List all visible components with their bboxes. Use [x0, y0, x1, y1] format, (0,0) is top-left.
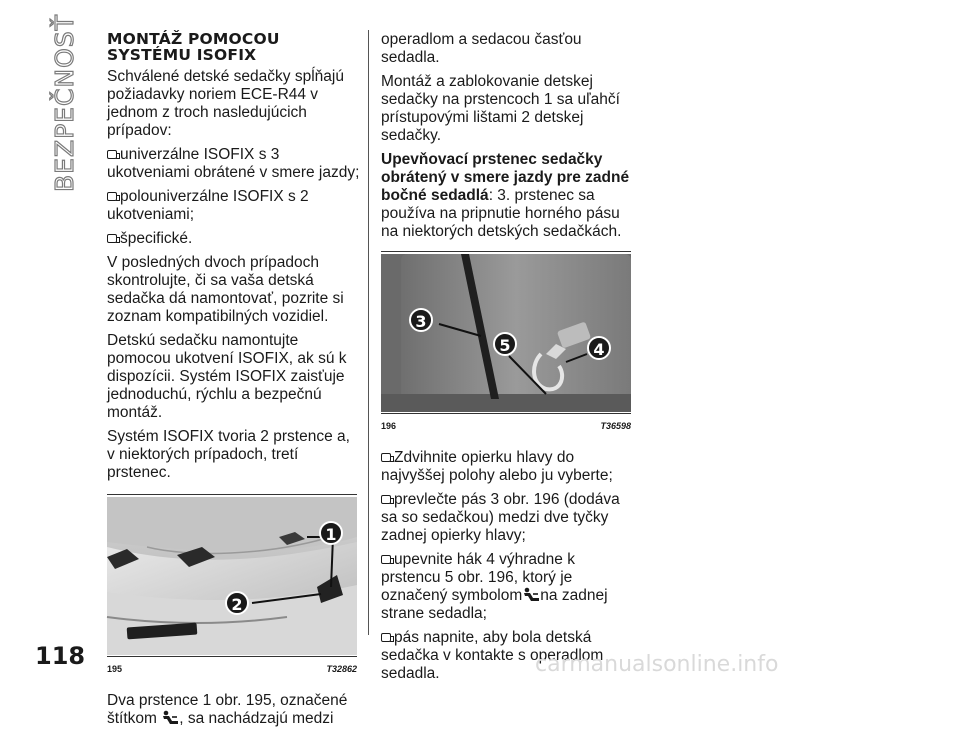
list-item: prevlečte pás 3 obr. 196 (dodáva sa so sedačkou) medzi dve tyčky zadnej opierky hlavy; — [381, 491, 620, 544]
watermark: carmanualsonline.info — [535, 652, 779, 677]
bullet-icon — [107, 150, 117, 159]
list-item: univerzálne ISOFIX s 3 ukotveniami obrátené v smere jazdy; — [107, 146, 360, 181]
section-side-tab — [50, 14, 88, 192]
figure-196 — [381, 251, 631, 435]
paragraph: operadlom a sedacou časťou sedadla. — [381, 31, 582, 66]
list-item: špecifické. — [107, 230, 360, 248]
bold-lead: Upevňovací prstenec sedačky obrátený v smere jazdy pre zadné bočné sedadlá — [381, 151, 630, 204]
section-label: BEZPEČNOSŤ — [50, 14, 79, 192]
figure-number: 196 — [381, 421, 397, 431]
list-item: upevnite hák 4 výhradne k prstencu 5 obr. 196, ktorý je označený symbolom na zadnej strane sedadla; — [381, 551, 608, 622]
paragraph: V posledných dvoch prípadoch skontrolujte, či sa vaša detská sedačka dá namontovať, pozrite si zoznam kompatibilných vozidiel. — [107, 254, 344, 325]
isofix-anchors-illustration — [107, 497, 357, 655]
figure-image — [107, 497, 357, 655]
bullet-icon — [381, 555, 391, 564]
isofix-child-seat-icon — [522, 587, 540, 602]
list-item: Zdvihnite opierku hlavy do najvyššej polohy alebo ju vyberte; — [381, 449, 613, 484]
isofix-child-seat-icon — [161, 710, 179, 725]
figure-code: T36598 — [600, 421, 631, 431]
paragraph: Montáž a zablokovanie detskej sedačky na prstencoch 1 sa uľahčí prístupovými lištami 2 detskej sedačky. — [381, 73, 620, 144]
bullet-icon — [107, 234, 117, 243]
figure-image — [381, 254, 631, 412]
callout-2: 2 — [225, 591, 249, 615]
figure-caption — [381, 413, 631, 435]
intro-paragraph: Schválené detské sedačky spĺňajú požiadavky noriem ECE-R44 v jednom z troch nasledujúcich prípadov: — [107, 68, 344, 139]
bullet-icon — [107, 192, 117, 201]
section-title: MONTÁŽ POMOCOU SYSTÉMU ISOFIX — [107, 30, 280, 64]
bullet-icon — [381, 495, 391, 504]
paragraph: Upevňovací prstenec sedačky obrátený v smere jazdy pre zadné bočné sedadlá: 3. prstenec sa používa na pripnutie horného pásu na niektorých detských sedačkách. — [381, 151, 630, 240]
figure-195 — [107, 494, 357, 678]
callout-5: 5 — [493, 332, 517, 356]
column-left — [107, 31, 360, 734]
bullet-icon — [381, 453, 391, 462]
callout-1: 1 — [319, 521, 343, 545]
figure-top-rule — [107, 494, 357, 495]
page-number: 118 — [35, 642, 86, 670]
figure-code: T32862 — [326, 664, 357, 674]
callout-4: 4 — [587, 336, 611, 360]
figure-caption — [107, 656, 357, 678]
column-divider — [368, 30, 369, 635]
column-right — [381, 31, 631, 689]
figure-top-rule — [381, 251, 631, 252]
paragraph: Detskú sedačku namontujte pomocou ukotvení ISOFIX, ak sú k dispozícii. Systém ISOFIX zaisťuje jednoduchú, rýchlu a bezpečnú montáž. — [107, 332, 347, 421]
bullet-icon — [381, 633, 391, 642]
list-item: pás napnite, aby bola detská sedačka v kontakte s operadlom sedadla. — [381, 629, 604, 682]
paragraph: Dva prstence 1 obr. 195, označené štítkom , sa nachádzajú medzi — [107, 692, 348, 727]
figure-number: 195 — [107, 664, 123, 674]
callout-3: 3 — [409, 308, 433, 332]
list-item: polouniverzálne ISOFIX s 2 ukotveniami; — [107, 188, 309, 223]
paragraph: Systém ISOFIX tvoria 2 prstence a, v niektorých prípadoch, tretí prstenec. — [107, 428, 350, 481]
